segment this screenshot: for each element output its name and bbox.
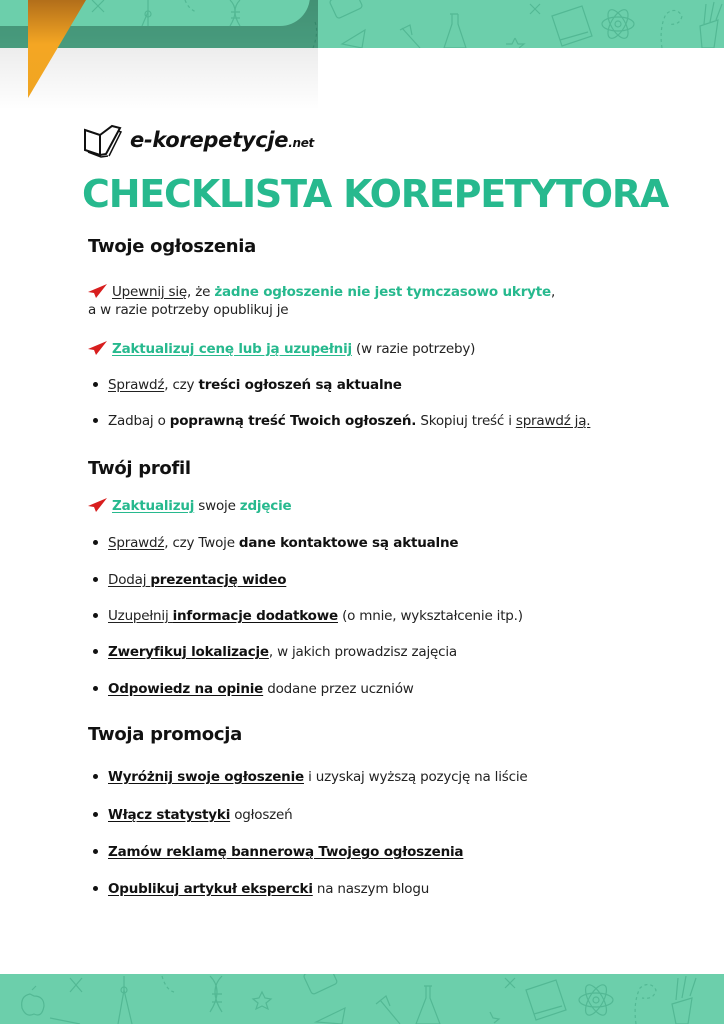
item-text: ,: [550, 284, 556, 300]
bullet-icon: [93, 540, 98, 545]
compass-icon: [142, 0, 151, 26]
item-link[interactable]: Odpowiedz na opinie: [108, 681, 264, 697]
doodle-pattern: [0, 974, 724, 1024]
item-highlight: zdjęcie: [239, 498, 292, 514]
checklist-item: [88, 806, 293, 824]
red-check-icon: [88, 341, 108, 360]
bullet-icon: [93, 886, 98, 891]
item-text: Zadbaj o: [108, 413, 170, 429]
star-icon: [253, 992, 271, 1009]
checklist-item: [88, 412, 590, 430]
paper-plane-icon: [50, 1018, 80, 1024]
flask-icon: [444, 14, 466, 48]
flask-icon: [416, 986, 440, 1024]
checklist-item-important: [88, 283, 555, 303]
bullet-icon: [93, 382, 98, 387]
section-heading: Twój profil: [88, 458, 191, 479]
ribbon-bookmark: [0, 0, 90, 100]
book-icon: [526, 980, 566, 1020]
checklist-item: [88, 643, 457, 661]
star-icon: [506, 38, 524, 48]
compass-icon: [118, 976, 132, 1024]
item-link[interactable]: Sprawdź: [108, 535, 165, 551]
x-icon: [530, 4, 540, 14]
item-link[interactable]: Opublikuj artykuł ekspercki: [108, 881, 313, 897]
checklist-item: [88, 768, 528, 786]
checklist-item: [88, 680, 414, 698]
item-link[interactable]: Dodaj: [108, 572, 151, 588]
dashed-loop-icon: [635, 984, 656, 1024]
pencil-cup-icon: [700, 2, 722, 48]
section-heading: Twoje ogłoszenia: [88, 236, 256, 257]
section-heading: Twoja promocja: [88, 724, 242, 745]
item-link[interactable]: sprawdź ją.: [515, 413, 591, 429]
item-text: ogłoszeń: [230, 807, 293, 823]
open-book-icon: [82, 122, 124, 158]
checklist-item-important: [88, 340, 475, 360]
item-text: (w razie potrzeby): [351, 341, 476, 357]
page-title: CHECKLISTA KOREPETYTORA: [82, 172, 669, 216]
checklist-item-important: [88, 497, 291, 517]
abacus-icon: [329, 0, 363, 19]
atom-icon: [579, 982, 613, 1018]
item-text: swoje: [194, 498, 240, 514]
item-emphasis: dane kontaktowe są aktualne: [238, 535, 459, 551]
dashed-path-icon: [162, 976, 174, 992]
logo-tld: .net: [288, 136, 314, 150]
checklist-item: [88, 607, 523, 625]
item-link[interactable]: Zaktualizuj: [112, 498, 195, 514]
bullet-icon: [93, 686, 98, 691]
dashed-loop-icon: [661, 10, 682, 48]
arrow-icon: [376, 996, 400, 1024]
item-link[interactable]: informacje dodatkowe: [172, 608, 338, 624]
item-link[interactable]: Upewnij się: [112, 284, 188, 300]
item-text: , w jakich prowadzisz zajęcia: [268, 644, 457, 660]
checklist-item: [88, 376, 402, 394]
triangle-ruler-icon: [316, 1008, 345, 1024]
pencil-cup-icon: [672, 976, 696, 1024]
item-emphasis: treści ogłoszeń są aktualne: [198, 377, 402, 393]
item-text: , czy Twoje: [164, 535, 239, 551]
logo-name: e-korepetycje: [130, 128, 289, 152]
item-text: (o mnie, wykształcenie itp.): [337, 608, 523, 624]
bullet-icon: [93, 849, 98, 854]
item-link[interactable]: uzupełnij: [283, 341, 352, 357]
apple-icon: [22, 986, 44, 1015]
checklist-item: [88, 534, 458, 552]
item-link[interactable]: Wyróżnij swoje ogłoszenie: [108, 769, 304, 785]
item-link[interactable]: Zweryfikuj lokalizacje: [108, 644, 269, 660]
item-text: na naszym blogu: [312, 881, 430, 897]
item-link[interactable]: Włącz statystyki: [108, 807, 231, 823]
bullet-icon: [93, 418, 98, 423]
item-text: i uzyskaj wyższą pozycję na liście: [303, 769, 528, 785]
item-highlight: żadne ogłoszenie nie jest tymczasowo ukryte: [214, 284, 551, 300]
arrow-icon: [400, 25, 420, 48]
checklist-item: [88, 843, 463, 861]
item-link[interactable]: Zaktualizuj cenę lub ją: [112, 341, 284, 357]
bullet-icon: [93, 613, 98, 618]
footer-pattern-band: [0, 974, 724, 1024]
bullet-icon: [93, 812, 98, 817]
bullet-icon: [93, 774, 98, 779]
x-icon: [505, 978, 515, 988]
item-link[interactable]: Zamów reklamę bannerową Twojego ogłoszenia: [108, 844, 464, 860]
dna-icon: [230, 0, 240, 26]
item-link[interactable]: prezentację wideo: [150, 572, 287, 588]
bullet-icon: [93, 649, 98, 654]
abacus-icon: [303, 974, 338, 995]
logo-wordmark: [130, 128, 314, 152]
item-link[interactable]: Uzupełnij: [108, 608, 173, 624]
dashed-path-icon: [185, 0, 197, 12]
bullet-icon: [93, 577, 98, 582]
red-check-icon: [88, 498, 108, 517]
checklist-item: [88, 571, 286, 589]
checklist-item-continuation: a w razie potrzeby opublikuj je: [88, 302, 289, 318]
book-icon: [552, 6, 592, 46]
item-link[interactable]: Sprawdź: [108, 377, 165, 393]
triangle-ruler-icon: [342, 30, 365, 48]
dna-icon: [210, 976, 222, 1012]
item-text: Skopiuj treść i: [416, 413, 516, 429]
brand-logo[interactable]: [82, 122, 314, 158]
x-icon: [70, 978, 82, 992]
item-text: , że: [187, 284, 215, 300]
item-text: , czy: [164, 377, 199, 393]
item-emphasis: poprawną treść Twoich ogłoszeń.: [169, 413, 417, 429]
atom-icon: [602, 7, 634, 42]
star-icon: [490, 1012, 499, 1023]
item-text: dodane przez uczniów: [263, 681, 414, 697]
checklist-item: [88, 880, 429, 898]
x-icon: [92, 0, 104, 12]
